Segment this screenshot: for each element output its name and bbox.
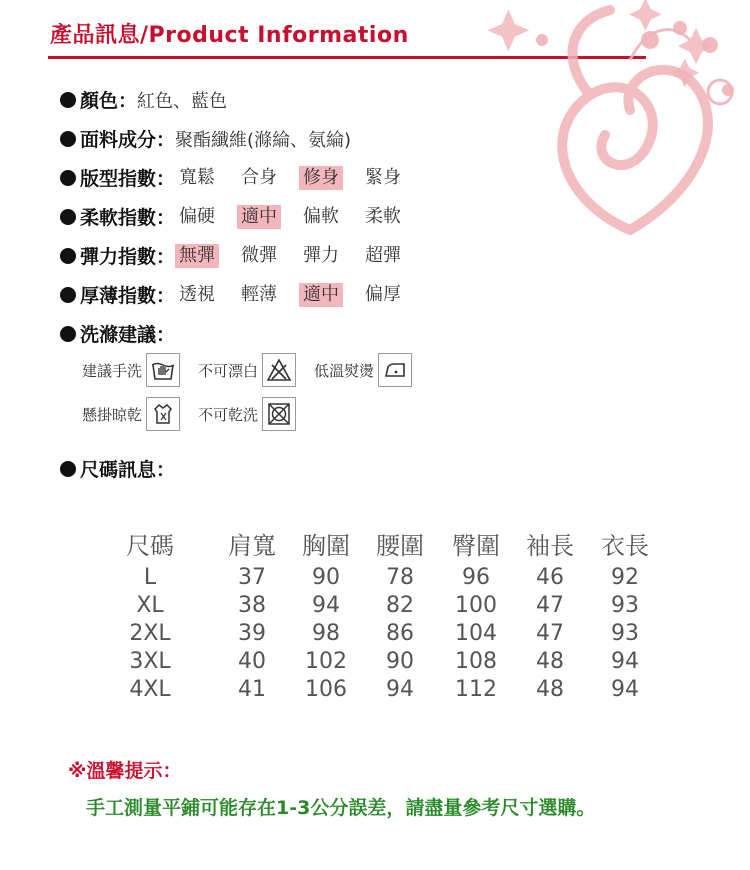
- hand-wash-icon: [146, 353, 180, 387]
- length-column: [595, 528, 655, 704]
- table-cell: 38: [238, 593, 266, 618]
- header: [50, 18, 409, 49]
- attr-fabric: [60, 119, 423, 158]
- table-cell: 46: [536, 565, 564, 590]
- column-header: 胸圍: [302, 532, 350, 560]
- table-cell: 2XL: [129, 621, 171, 646]
- attr-washing: [60, 314, 423, 353]
- shoulder-column: [222, 528, 282, 704]
- attr-label: 版型指數：: [80, 168, 176, 190]
- table-cell: 98: [312, 621, 340, 646]
- column-header: 肩寬: [228, 532, 276, 560]
- chest-column: [296, 528, 356, 704]
- attr-label: 洗滌建議：: [80, 324, 176, 346]
- column-header: 尺碼: [126, 532, 174, 560]
- table-cell: 40: [238, 649, 266, 674]
- care-item-low-iron: [314, 353, 412, 387]
- attr-label: 柔軟指數：: [80, 207, 176, 229]
- softness-option: 柔軟: [365, 205, 402, 227]
- table-cell: 48: [536, 677, 564, 702]
- attr-label: 彈力指數：: [80, 246, 176, 268]
- care-instructions: [82, 352, 430, 440]
- table-cell: 93: [611, 593, 639, 618]
- bullet-icon: [60, 131, 76, 147]
- softness-option: 適中: [237, 205, 281, 229]
- bullet-icon: [60, 461, 76, 477]
- table-cell: 4XL: [129, 677, 171, 702]
- notice-text: 手工測量平鋪可能存在1-3公分誤差，請盡量參考尺寸選購。: [86, 797, 596, 819]
- low-iron-icon: [378, 353, 412, 387]
- table-cell: 48: [536, 649, 564, 674]
- bullet-icon: [60, 248, 76, 264]
- table-cell: 108: [455, 649, 497, 674]
- table-cell: 47: [536, 621, 564, 646]
- column-header: 腰圍: [376, 532, 424, 560]
- attr-softness-index: [60, 197, 423, 236]
- fit-option: 合身: [241, 166, 278, 188]
- attr-color: [60, 80, 423, 119]
- fit-option: 緊身: [365, 166, 402, 188]
- table-cell: 92: [611, 565, 639, 590]
- table-cell: 82: [386, 593, 414, 618]
- care-item-hand-wash: [82, 353, 180, 387]
- table-cell: 104: [455, 621, 497, 646]
- product-attributes: [60, 80, 423, 353]
- table-cell: 47: [536, 593, 564, 618]
- attr-label: 面料成分：: [80, 129, 176, 151]
- table-cell: 94: [611, 677, 639, 702]
- table-cell: 106: [305, 677, 347, 702]
- softness-option: 偏軟: [303, 205, 340, 227]
- hang-dry-icon: [146, 397, 180, 431]
- table-cell: 94: [611, 649, 639, 674]
- waist-column: [370, 528, 430, 704]
- attr-value: 紅色、藍色: [137, 90, 228, 112]
- table-cell: XL: [136, 593, 164, 618]
- thickness-option: 透視: [179, 283, 216, 305]
- fit-option: 修身: [299, 166, 343, 190]
- care-row: [82, 396, 430, 432]
- table-cell: 100: [455, 593, 497, 618]
- size-column: [110, 528, 190, 704]
- care-label: 不可漂白: [198, 361, 259, 380]
- size-section: [60, 455, 175, 482]
- stretch-option: 無彈: [175, 244, 219, 268]
- page-title: 產品訊息/Product Information: [50, 23, 409, 48]
- table-cell: 112: [455, 677, 497, 702]
- column-header: 衣長: [601, 532, 649, 560]
- table-cell: 41: [238, 677, 266, 702]
- bullet-icon: [60, 170, 76, 186]
- no-dry-clean-icon: [262, 397, 296, 431]
- attr-label: 顏色：: [80, 90, 138, 112]
- attr-value: 聚酯纖維(滌綸、氨綸): [175, 129, 352, 151]
- table-cell: 86: [386, 621, 414, 646]
- sleeve-column: [520, 528, 580, 704]
- size-section-label: 尺碼訊息：: [80, 459, 176, 481]
- hip-column: [444, 528, 508, 704]
- column-header: 臀圍: [452, 532, 500, 560]
- care-label: 建議手洗: [82, 361, 143, 380]
- table-cell: L: [143, 565, 157, 590]
- care-item-hang-dry: [82, 397, 180, 431]
- stretch-option: 彈力: [303, 244, 340, 266]
- table-cell: 37: [238, 565, 266, 590]
- softness-option: 偏硬: [179, 205, 216, 227]
- care-row: [82, 352, 430, 388]
- thickness-option: 輕薄: [241, 283, 278, 305]
- table-cell: 3XL: [129, 649, 171, 674]
- attr-label: 厚薄指數：: [80, 285, 176, 307]
- table-cell: 102: [305, 649, 347, 674]
- fit-option: 寬鬆: [179, 166, 216, 188]
- care-label: 不可乾洗: [198, 405, 259, 424]
- care-item-no-dry-clean: [198, 397, 296, 431]
- bullet-icon: [60, 287, 76, 303]
- bullet-icon: [60, 92, 76, 108]
- care-item-no-bleach: [198, 353, 296, 387]
- floral-ornament-icon: [480, 0, 750, 260]
- care-label: 低溫熨燙: [314, 361, 375, 380]
- attr-thickness-index: [60, 275, 423, 314]
- stretch-option: 超彈: [365, 244, 402, 266]
- thickness-option: 適中: [299, 283, 343, 307]
- table-cell: 78: [386, 565, 414, 590]
- table-cell: 39: [238, 621, 266, 646]
- attr-stretch-index: [60, 236, 423, 275]
- table-cell: 94: [386, 677, 414, 702]
- notice-title: ※溫馨提示：: [68, 760, 182, 782]
- thickness-option: 偏厚: [365, 283, 402, 305]
- stretch-option: 微彈: [241, 244, 278, 266]
- table-cell: 90: [386, 649, 414, 674]
- no-bleach-icon: [262, 353, 296, 387]
- column-header: 袖長: [526, 532, 574, 560]
- table-cell: 90: [312, 565, 340, 590]
- table-cell: 96: [462, 565, 490, 590]
- attr-fit-index: [60, 158, 423, 197]
- bullet-icon: [60, 209, 76, 225]
- table-cell: 93: [611, 621, 639, 646]
- bullet-icon: [60, 326, 76, 342]
- table-cell: 94: [312, 593, 340, 618]
- care-label: 懸掛晾乾: [82, 405, 143, 424]
